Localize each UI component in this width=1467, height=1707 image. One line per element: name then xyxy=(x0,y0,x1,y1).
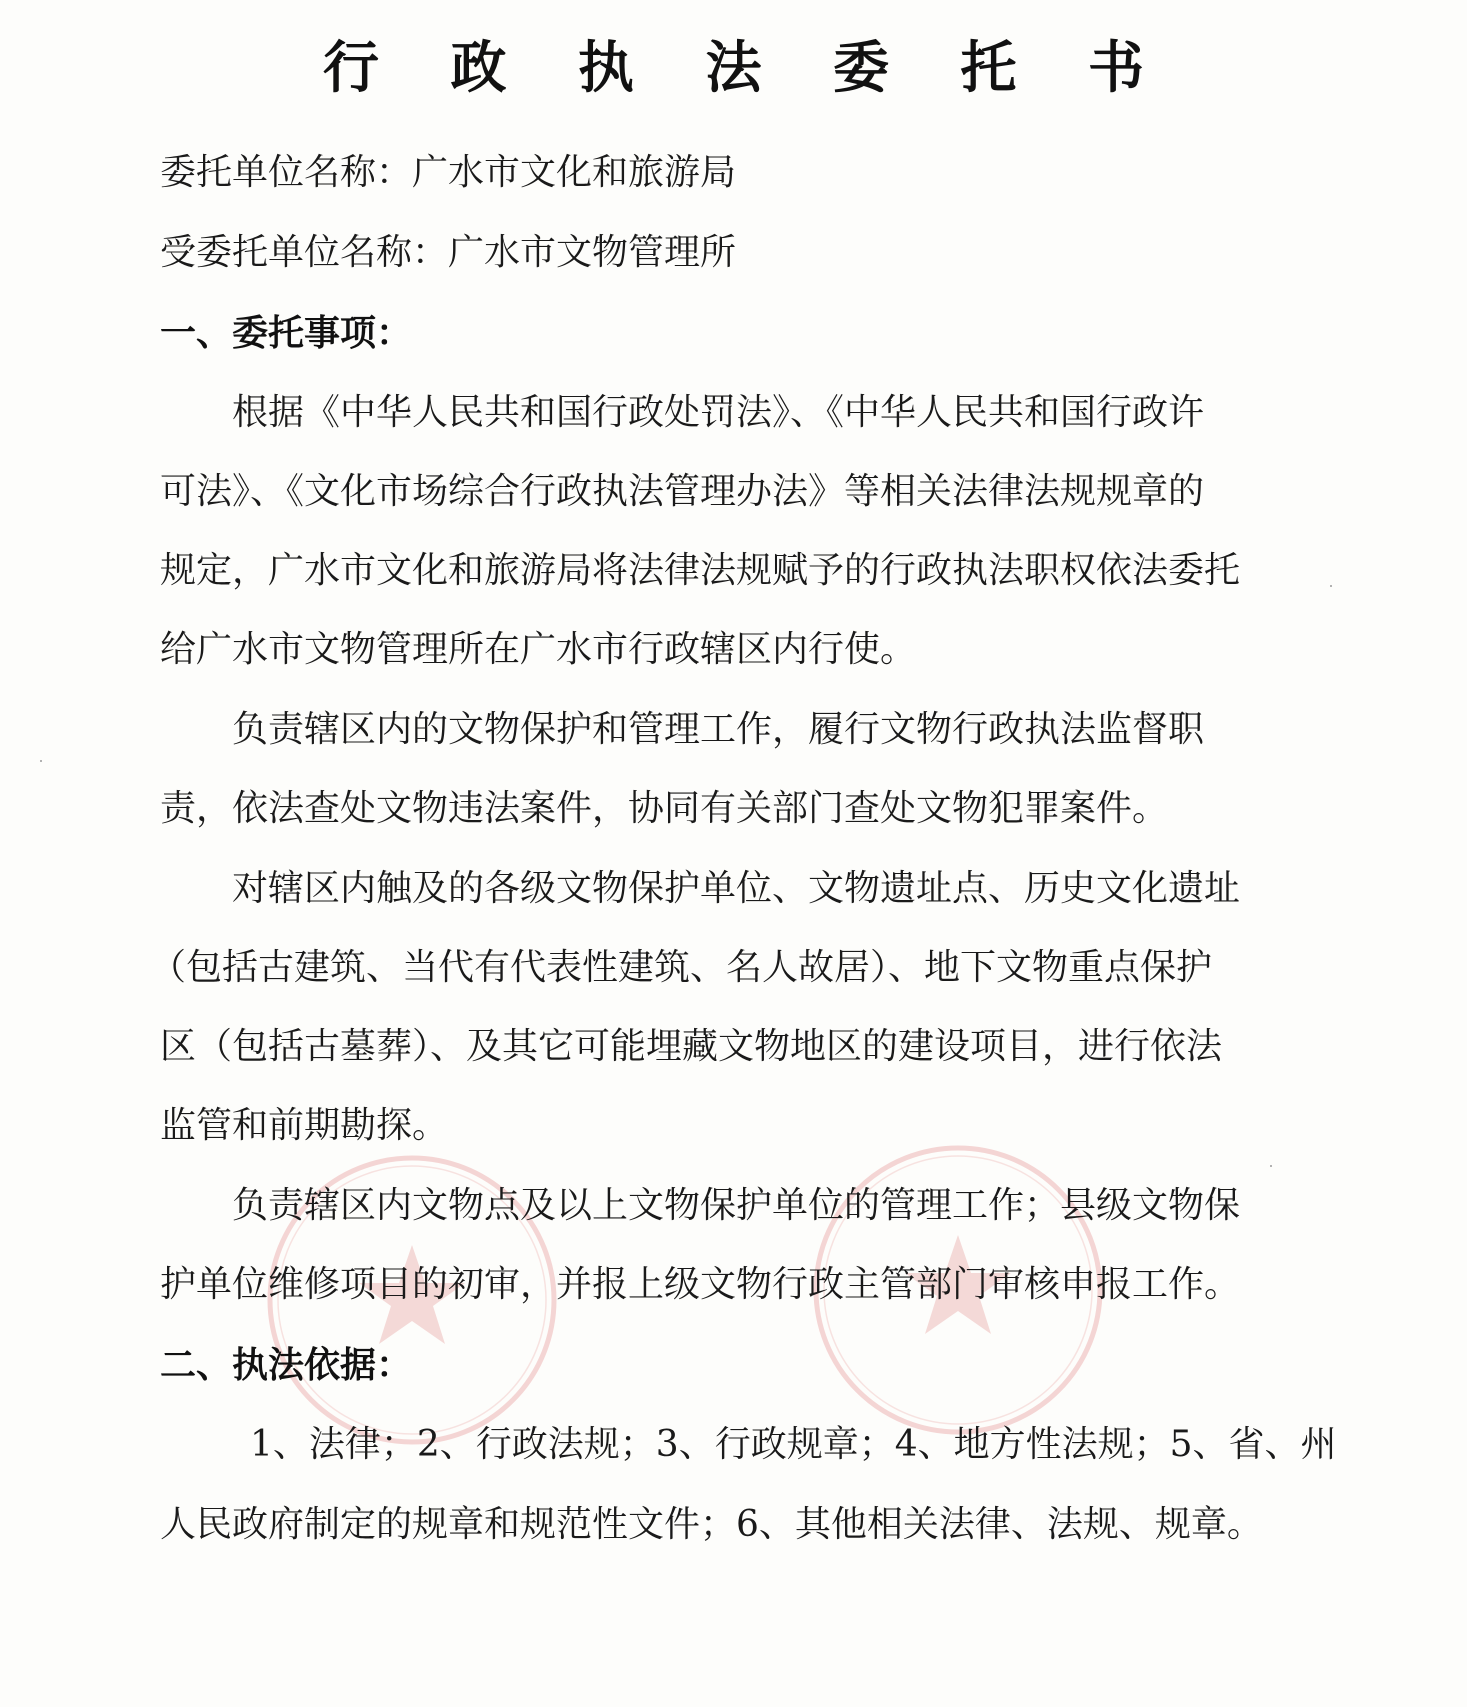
section2-line: 1、法律；2、行政法规；3、行政规章；4、地方性法规；5、省、州 xyxy=(250,1424,1337,1465)
section1-line: （包括古建筑、当代有代表性建筑、名人故居）、地下文物重点保护 xyxy=(150,947,1213,988)
section2-heading: 二、执法依据： xyxy=(160,1344,413,1386)
section1-line: 区（包括古墓葬）、及其它可能埋藏文物地区的建设项目，进行依法 xyxy=(160,1026,1223,1067)
section2-line: 人民政府制定的规章和规范性文件；6、其他相关法律、法规、规章。 xyxy=(160,1504,1263,1545)
section1-line: 负责辖区内文物点及以上文物保护单位的管理工作；县级文物保 xyxy=(232,1185,1241,1226)
agent-line: 受委托单位名称：广水市文物管理所 xyxy=(160,232,737,273)
scan-speck xyxy=(1270,1165,1272,1167)
section1-line: 护单位维修项目的初审，并报上级文物行政主管部门审核申报工作。 xyxy=(160,1264,1241,1305)
section1-line: 对辖区内触及的各级文物保护单位、文物遗址点、历史文化遗址 xyxy=(232,868,1241,909)
section1-line: 监管和前期勘探。 xyxy=(160,1105,449,1146)
document-title: 行 政 执 法 委 托 书 xyxy=(323,35,1170,101)
scan-speck xyxy=(40,760,42,762)
principal-line: 委托单位名称：广水市文化和旅游局 xyxy=(160,152,737,193)
section1-heading: 一、委托事项： xyxy=(160,312,413,354)
section1-line: 负责辖区内的文物保护和管理工作，履行文物行政执法监督职 xyxy=(232,709,1205,750)
section1-line: 责，依法查处文物违法案件，协同有关部门查处文物犯罪案件。 xyxy=(160,788,1169,829)
scan-speck xyxy=(1330,585,1332,587)
section1-line: 规定，广水市文化和旅游局将法律法规赋予的行政执法职权依法委托 xyxy=(160,550,1241,591)
section1-line: 根据《中华人民共和国行政处罚法》、《中华人民共和国行政许 xyxy=(232,392,1205,433)
section1-line: 给广水市文物管理所在广水市行政辖区内行使。 xyxy=(160,629,917,670)
section1-line: 可法》、《文化市场综合行政执法管理办法》等相关法律法规规章的 xyxy=(160,471,1205,512)
